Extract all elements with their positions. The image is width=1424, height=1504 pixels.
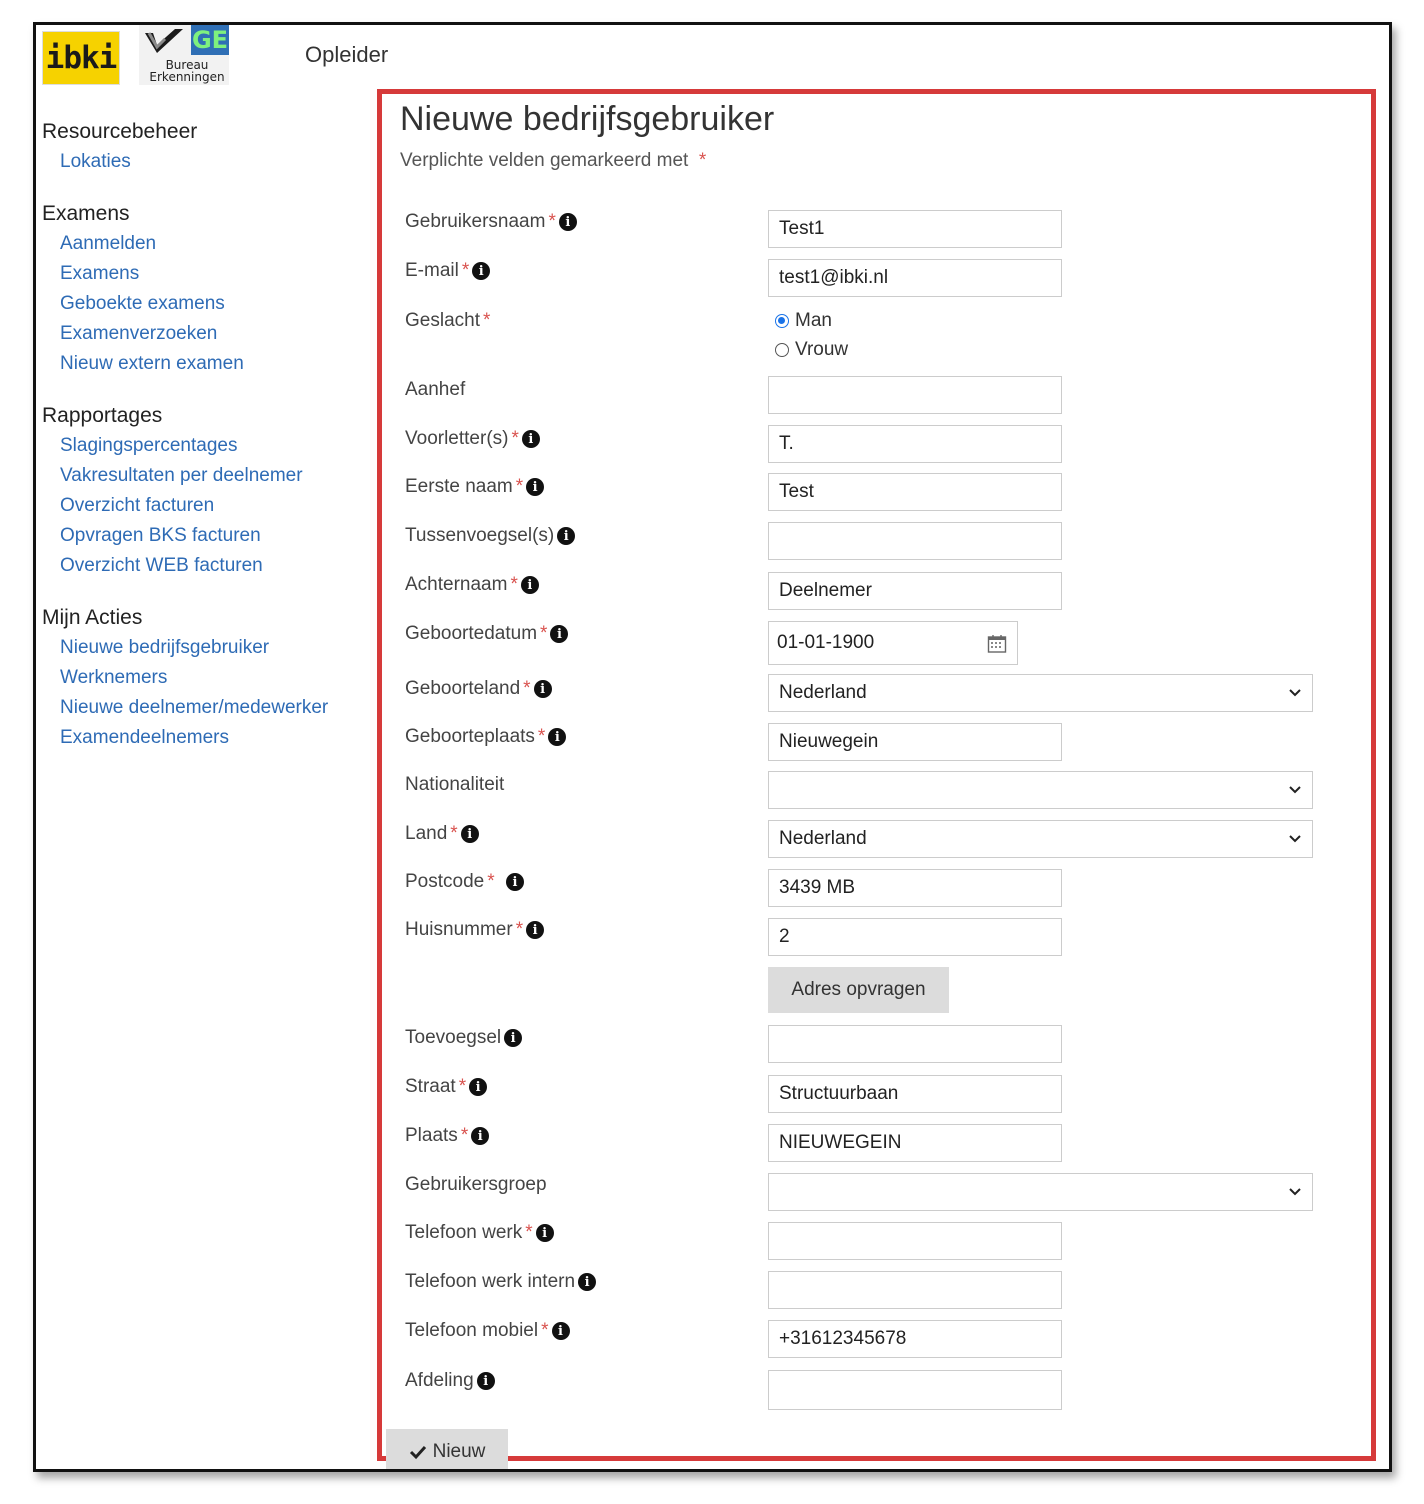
checkmark-logo-icon [143,27,187,57]
achternaam-input[interactable]: Deelnemer [768,572,1062,610]
info-icon[interactable]: i [521,576,539,594]
sidebar-heading: Resourcebeheer [42,120,198,143]
required-marker: * [515,476,524,497]
afdeling-input[interactable] [768,1370,1062,1410]
sidebar-group-resourcebeheer [42,117,372,177]
sidebar-item-overzicht-facturen[interactable]: Overzicht facturen [60,495,215,516]
info-icon[interactable]: i [469,1078,487,1096]
huisnummer-input[interactable]: 2 [768,918,1062,956]
info-icon[interactable]: i [526,921,544,939]
sidebar-heading: Examens [42,202,130,225]
required-marker: * [698,150,707,171]
adres-opvragen-button[interactable]: Adres opvragen [768,967,949,1013]
required-marker: * [525,1222,533,1243]
info-icon[interactable]: i [534,680,552,698]
label-telefoon-werk: Telefoon werk * i [405,1218,554,1248]
info-icon[interactable]: i [477,1372,495,1390]
label-geboorteland: Geboorteland * i [405,674,552,704]
sidebar-item-examens[interactable]: Examens [60,263,140,284]
required-marker: * [511,428,519,449]
sidebar-item-vakresultaten[interactable]: Vakresultaten per deelnemer [60,465,303,486]
geboorteplaats-input[interactable]: Nieuwegein [768,723,1062,761]
toevoegsel-input[interactable] [768,1025,1062,1063]
required-marker: * [461,260,470,281]
info-icon[interactable]: i [536,1224,554,1242]
required-marker: * [523,678,531,699]
geboorteland-select[interactable]: Nederland [768,674,1313,712]
info-icon[interactable]: i [504,1029,522,1047]
telefoon-mobiel-input[interactable]: +31612345678 [768,1320,1062,1358]
gebruikersnaam-input[interactable]: Test1 [768,210,1062,248]
label-huisnummer: Huisnummer * i [405,915,544,945]
sidebar-group-examens [42,199,372,379]
label-achternaam: Achternaam * i [405,570,539,600]
sidebar-heading: Mijn Acties [42,606,143,629]
ge-logo: GE [191,26,229,54]
label-voorletters: Voorletter(s) * i [405,424,540,454]
nieuw-button[interactable]: Nieuw [386,1429,508,1472]
label-toevoegsel: Toevoegsel i [405,1023,522,1053]
eerste-naam-input[interactable]: Test [768,473,1062,511]
label-straat: Straat * i [405,1072,487,1102]
required-marker: * [458,1076,467,1097]
sidebar-item-nieuwe-bedrijfsgebruiker[interactable]: Nieuwe bedrijfsgebruiker [60,637,270,658]
radio-vrouw[interactable]: Vrouw [775,337,848,363]
chevron-down-icon [1288,832,1302,846]
gebruikersgroep-select[interactable] [768,1173,1313,1211]
required-marker: * [541,1320,549,1341]
label-geboorteplaats: Geboorteplaats * i [405,722,566,752]
required-marker: * [460,1125,469,1146]
sidebar-item-opvragen-bks-facturen[interactable]: Opvragen BKS facturen [60,525,261,546]
label-eerste-naam: Eerste naam * i [405,472,544,502]
sidebar-item-examenverzoeken[interactable]: Examenverzoeken [60,323,218,344]
info-icon[interactable]: i [471,1127,489,1145]
chevron-down-icon [1288,783,1302,797]
label-postcode: Postcode * i [405,867,524,897]
required-marker: * [537,726,546,747]
required-marker: * [450,823,458,844]
sidebar-group-rapportages [42,401,372,581]
land-select[interactable]: Nederland [768,820,1313,858]
sidebar-heading: Rapportages [42,404,163,427]
sidebar-item-examendeelnemers[interactable]: Examendeelnemers [60,727,229,748]
sidebar-item-overzicht-web-facturen[interactable]: Overzicht WEB facturen [60,555,263,576]
label-plaats: Plaats * i [405,1121,489,1151]
chevron-down-icon [1288,1185,1302,1199]
check-icon [409,1444,427,1460]
label-telefoon-werk-intern: Telefoon werk intern i [405,1267,596,1297]
required-marker: * [515,919,524,940]
app-window [33,22,1392,1472]
radio-selected-icon[interactable] [775,314,789,328]
form-fields [382,94,1372,1424]
email-input[interactable]: test1@ibki.nl [768,259,1062,297]
info-icon[interactable]: i [578,1273,596,1291]
info-icon[interactable]: i [550,625,568,643]
form-panel [377,89,1376,1461]
info-icon[interactable]: i [552,1322,570,1340]
sidebar [42,117,372,775]
info-icon[interactable]: i [557,527,575,545]
info-icon[interactable]: i [472,262,490,280]
label-nationaliteit: Nationaliteit [405,774,505,795]
required-marker: * [482,310,491,331]
info-icon[interactable]: i [548,728,566,746]
straat-input[interactable]: Structuurbaan [768,1075,1062,1113]
sidebar-item-slagingspercentages[interactable]: Slagingspercentages [60,435,238,456]
label-gebruikersgroep: Gebruikersgroep [405,1174,547,1195]
tussenvoegsels-input[interactable] [768,522,1062,560]
plaats-input[interactable]: NIEUWEGEIN [768,1124,1062,1162]
nationaliteit-select[interactable] [768,771,1313,809]
page-title: Nieuwe bedrijfsgebruiker [400,100,775,138]
label-email: E-mail * i [405,256,490,286]
info-icon[interactable]: i [506,873,524,891]
sidebar-item-nieuwe-deelnemer[interactable]: Nieuwe deelnemer/medewerker [60,697,329,718]
sidebar-group-mijn-acties [42,603,372,753]
sidebar-item-werknemers[interactable]: Werknemers [60,667,168,688]
info-icon[interactable]: i [522,430,540,448]
required-marker: * [540,623,548,644]
chevron-down-icon [1288,686,1302,700]
app-title: Opleider [305,42,389,67]
label-telefoon-mobiel: Telefoon mobiel * i [405,1316,570,1346]
label-aanhef: Aanhef [405,379,466,400]
label-afdeling: Afdeling i [405,1366,495,1396]
radio-unselected-icon[interactable] [775,343,789,357]
info-icon[interactable]: i [526,478,544,496]
sidebar-item-aanmelden[interactable]: Aanmelden [60,233,157,254]
info-icon[interactable]: i [559,213,577,231]
telefoon-werk-intern-input[interactable] [768,1271,1062,1309]
sidebar-item-geboekte-examens[interactable]: Geboekte examens [60,293,225,314]
voorletters-input[interactable]: T. [768,425,1062,463]
bureau-erkenningen-text: Bureau Erkenningen [149,58,225,84]
required-note: Verplichte velden gemarkeerd met * [400,150,707,171]
telefoon-werk-input[interactable] [768,1222,1062,1260]
label-tussenvoegsels: Tussenvoegsel(s) i [405,521,575,551]
required-marker: * [510,574,518,595]
radio-man[interactable]: Man [775,308,832,334]
label-geboortedatum: Geboortedatum * i [405,619,568,649]
aanhef-input[interactable] [768,376,1062,414]
ibki-logo: ibki [42,31,120,85]
required-marker: * [548,211,556,232]
postcode-input[interactable]: 3439 MB [768,869,1062,907]
sidebar-item-lokaties[interactable]: Lokaties [60,151,131,172]
required-marker: * [487,871,495,892]
bureau-erkenningen-logo [139,25,229,85]
info-icon[interactable]: i [461,825,479,843]
sidebar-item-nieuw-extern-examen[interactable]: Nieuw extern examen [60,353,244,374]
label-land: Land * i [405,819,479,849]
label-gebruikersnaam: Gebruikersnaam * i [405,207,577,237]
geboortedatum-input[interactable]: 01-01-1900 [768,621,1018,665]
calendar-icon[interactable] [987,634,1007,654]
label-geslacht: Geslacht * [405,310,491,331]
